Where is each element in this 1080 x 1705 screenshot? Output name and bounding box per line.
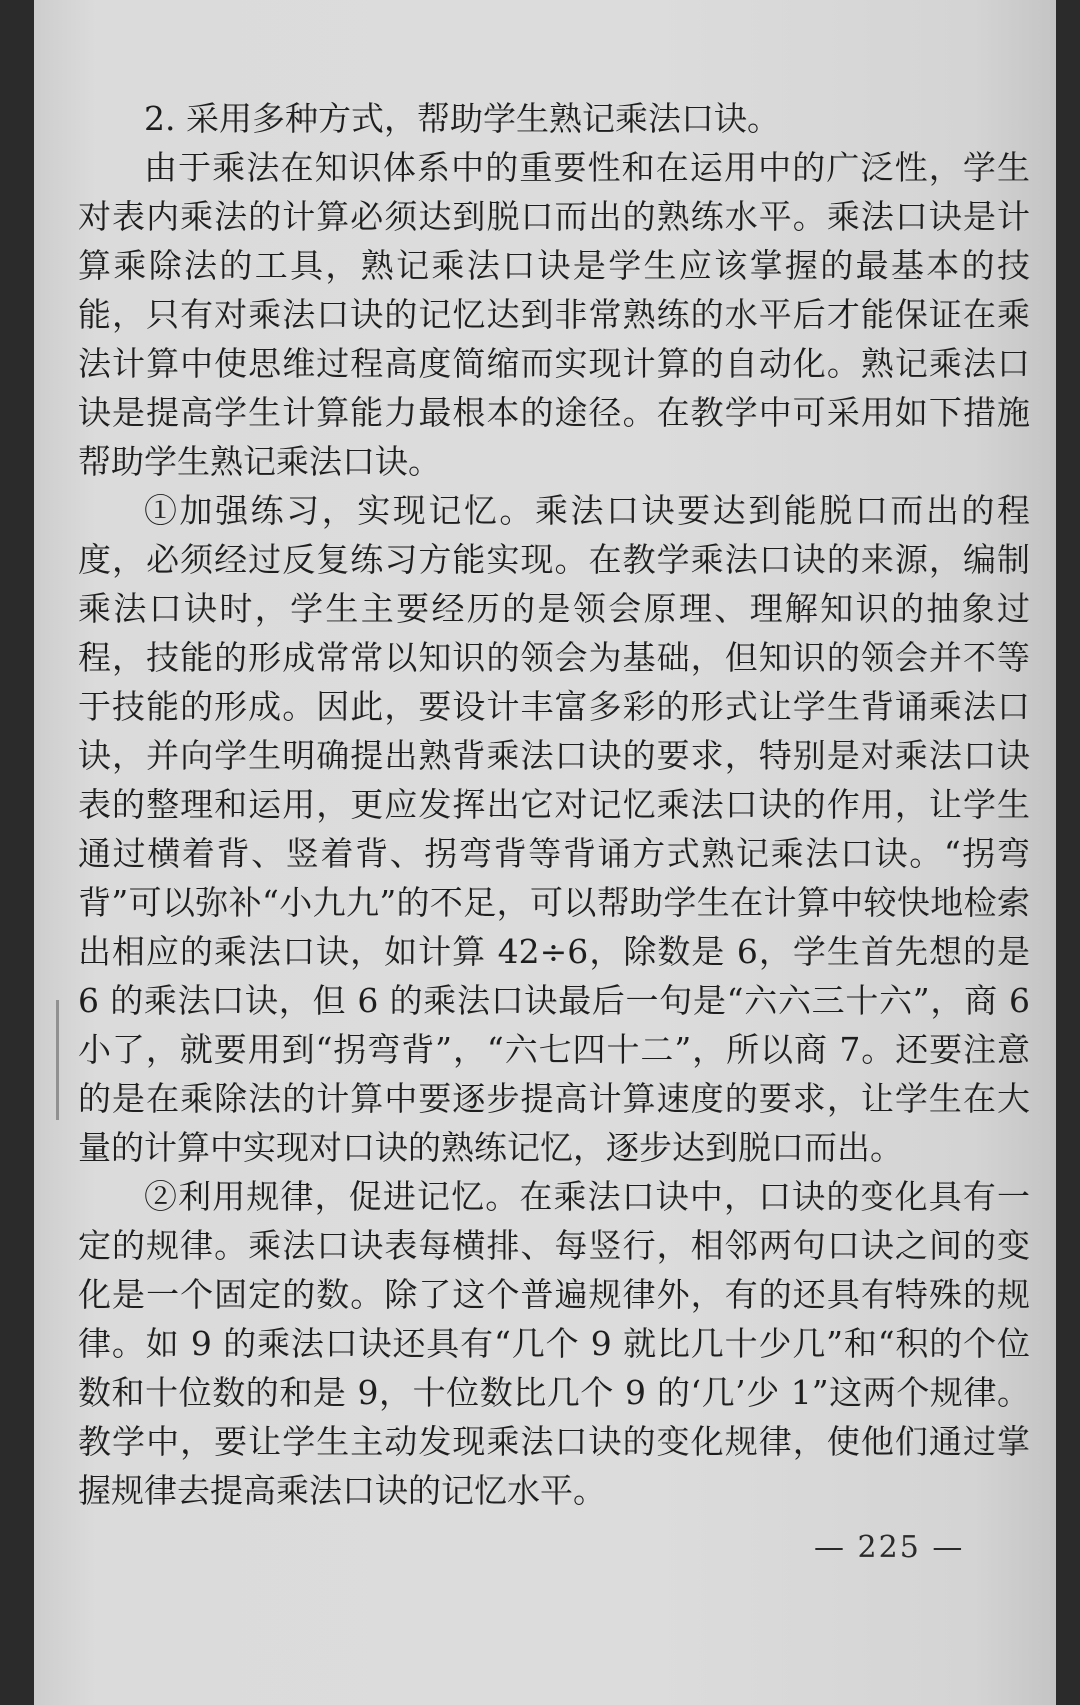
page-number: — 225 — <box>814 1530 965 1565</box>
paragraph-patterns: ②利用规律，促进记忆。在乘法口诀中，口诀的变化具有一定的规律。乘法口诀表每横排、每竖行，相邻两句口诀之间的变化是一个固定的数。除了这个普遍规律外，有的还具有特殊的规律。如 9 的乘法口诀还具有“几个 9 就比几十少几”和“积的个位数和十位数的和是 9，十位数比几个 9 的‘几’少 1”这两个规律。教学中，要让学生主动发现乘法口诀的变化规律，使他们通过掌握规律去提高乘法口诀的记忆水平。 <box>78 1177 1030 1510</box>
paragraph-intro: 由于乘法在知识体系中的重要性和在运用中的广泛性，学生对表内乘法的计算必须达到脱口而出的熟练水平。乘法口诀是计算乘除法的工具，熟记乘法口诀是学生应该掌握的最基本的技能，只有对乘法口诀的记忆达到非常熟练的水平后才能保证在乘法计算中使思维过程高度简缩而实现计算的自动化。熟记乘法口诀是提高学生计算能力最根本的途径。在教学中可采用如下措施帮助学生熟记乘法口诀。 <box>78 148 1030 481</box>
scan-edge-mark <box>56 1000 59 1120</box>
paragraph-practice: ①加强练习，实现记忆。乘法口诀要达到能脱口而出的程度，必须经过反复练习方能实现。在教学乘法口诀的来源，编制乘法口诀时，学生主要经历的是领会原理、理解知识的抽象过程，技能的形成常常以知识的领会为基础，但知识的领会并不等于技能的形成。因此，要设计丰富多彩的形式让学生背诵乘法口诀，并向学生明确提出熟背乘法口诀的要求，特别是对乘法口诀表的整理和运用，更应发挥出它对记忆乘法口诀的作用，让学生通过横着背、竖着背、拐弯背等背诵方式熟记乘法口诀。“拐弯背”可以弥补“小九九”的不足，可以帮助学生在计算中较快地检索出相应的乘法口诀，如计算 42÷6，除数是 6，学生首先想的是 6 的乘法口诀，但 6 的乘法口诀最后一句是“六六三十六”，商 6 小了，就要用到“拐弯背”，“六七四十二”，所以商 7。还要注意的是在乘除法的计算中要逐步提高计算速度的要求，让学生在大量的计算中实现对口诀的熟练记忆，逐步达到脱口而出。 <box>78 491 1030 1167</box>
book-page <box>34 0 1056 1705</box>
page-body <box>78 94 1030 1515</box>
section-heading: 2. 采用多种方式，帮助学生熟记乘法口诀。 <box>144 99 780 138</box>
